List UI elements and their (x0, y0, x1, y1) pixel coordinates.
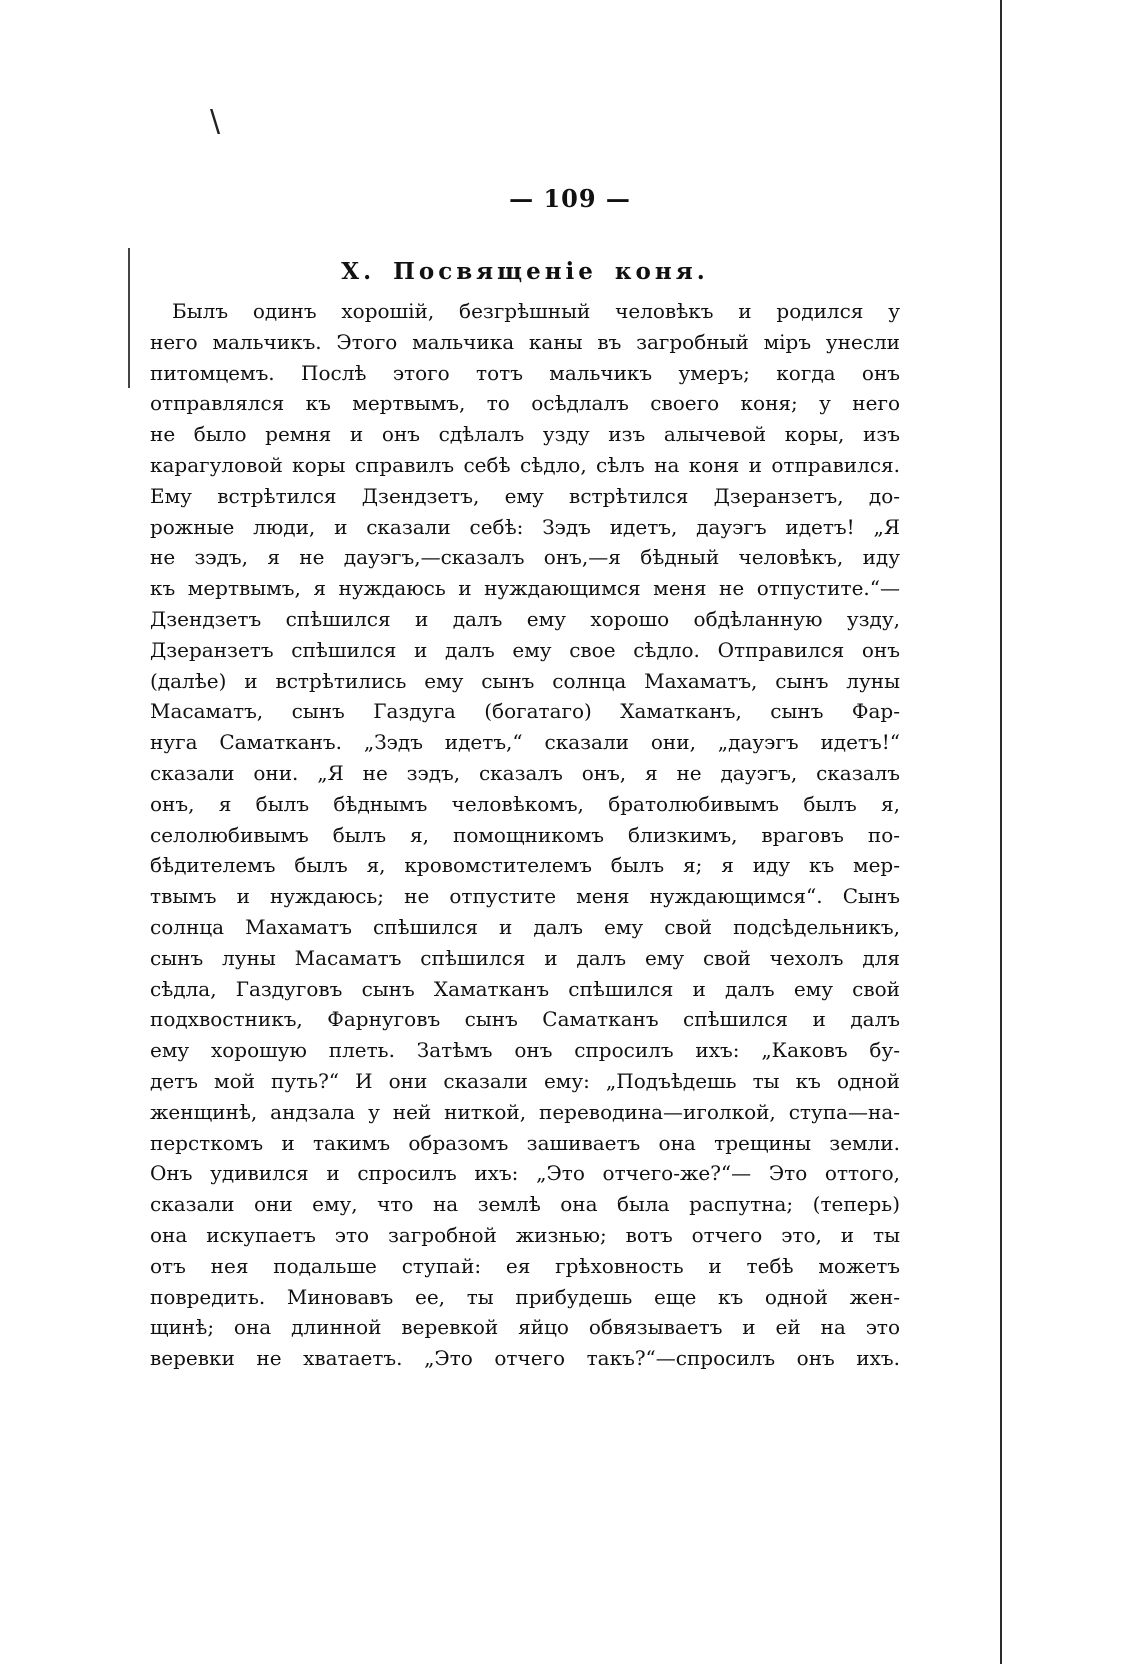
text-line: женщинѣ, андзала у ней ниткой, переводина—иголкой, ступа—на- (150, 1099, 900, 1124)
text-line: нуга Саматканъ. „Зэдъ идетъ,“ сказали они, „дауэгъ идетъ!“ (150, 730, 900, 755)
text-line: бѣдителемъ былъ я, кровомстителемъ былъ я; я иду къ мер- (150, 853, 900, 878)
text-line: Дзендзетъ спѣшился и далъ ему хорошо обдѣланную узду, (150, 606, 900, 631)
text-line: сказали они ему, что на землѣ она была распутна; (теперь) (150, 1192, 900, 1217)
page-edge-line (1000, 0, 1002, 1664)
text-line: карагуловой коры справилъ себѣ сѣдло, сѣлъ на коня и отправился. (150, 452, 900, 477)
text-line: сынъ луны Масаматъ спѣшился и далъ ему свой чехолъ для (150, 945, 900, 970)
text-line: Масаматъ, сынъ Газдуга (богатаго) Хаматканъ, сынъ Фар- (150, 699, 900, 724)
text-line: ему хорошую плеть. Затѣмъ онъ спросилъ ихъ: „Каковъ бу- (150, 1038, 900, 1063)
text-line: онъ, я былъ бѣднымъ человѣкомъ, братолюбивымъ былъ я, (150, 791, 900, 816)
text-line: солнца Махаматъ спѣшился и далъ ему свой подсѣдельникъ, (150, 914, 900, 939)
text-line: сѣдла, Газдуговъ сынъ Хаматканъ спѣшился и далъ ему свой (150, 976, 900, 1001)
text-line: детъ мой путь?“ И они сказали ему: „Подъѣдешь ты къ одной (150, 1068, 900, 1093)
text-line: она искупаетъ это загробной жизнью; вотъ отчего это, и ты (150, 1222, 900, 1247)
text-line: персткомъ и такимъ образомъ зашиваетъ она трещины земли. (150, 1130, 900, 1155)
text-line: Онъ удивился и спросилъ ихъ: „Это отчего-же?“— Это оттого, (150, 1161, 900, 1186)
text-line: веревки не хватаетъ. „Это отчего такъ?“—спросилъ онъ ихъ. (150, 1346, 900, 1371)
text-line: не было ремня и онъ сдѣлалъ узду изъ алычевой коры, изъ (150, 422, 900, 447)
text-line: щинѣ; она длинной веревкой яйцо обвязываетъ и ей на это (150, 1315, 900, 1340)
text-line: (далѣе) и встрѣтились ему сынъ солнца Махаматъ, сынъ луны (150, 668, 900, 693)
body-text (150, 296, 900, 1374)
page-number: — 109 — (509, 184, 631, 213)
stray-pencil-mark: \ (210, 104, 221, 139)
text-line: твымъ и нуждаюсь; не отпустите меня нуждающимся“. Сынъ (150, 884, 900, 909)
text-line: него мальчикъ. Этого мальчика каны въ загробный міръ унесли (150, 329, 900, 354)
text-line: сказали они. „Я не зэдъ, сказалъ онъ, я не дауэгъ, сказалъ (150, 760, 900, 785)
text-line: не зэдъ, я не дауэгъ,—сказалъ онъ,—я бѣдный человѣкъ, иду (150, 545, 900, 570)
text-line: рожные люди, и сказали себѣ: Зэдъ идетъ, дауэгъ идетъ! „Я (150, 514, 900, 539)
text-line: селолюбивымъ былъ я, помощникомъ близкимъ, враговъ по- (150, 822, 900, 847)
text-line: отъ нея подальше ступай: ея грѣховность и тебѣ можетъ (150, 1253, 900, 1278)
text-line: повредить. Миновавъ ее, ты прибудешь еще къ одной жен- (150, 1284, 900, 1309)
margin-mark (128, 248, 130, 388)
text-line: къ мертвымъ, я нуждаюсь и нуждающимся меня не отпустите.“— (150, 576, 900, 601)
text-line: Дзеранзетъ спѣшился и далъ ему свое сѣдло. Отправился онъ (150, 637, 900, 662)
text-line: Былъ одинъ хорошій, безгрѣшный человѣкъ и родился у (172, 299, 900, 323)
text-line: Ему встрѣтился Дзендзетъ, ему встрѣтился Дзеранзетъ, до- (150, 483, 900, 508)
text-line: подхвостникъ, Фарнуговъ сынъ Саматканъ спѣшился и далъ (150, 1007, 900, 1032)
text-line: отправлялся къ мертвымъ, то осѣдлалъ своего коня; у него (150, 391, 900, 416)
text-line: питомцемъ. Послѣ этого тотъ мальчикъ умеръ; когда онъ (150, 360, 900, 385)
chapter-title: X. Посвященіе коня. (341, 258, 709, 285)
